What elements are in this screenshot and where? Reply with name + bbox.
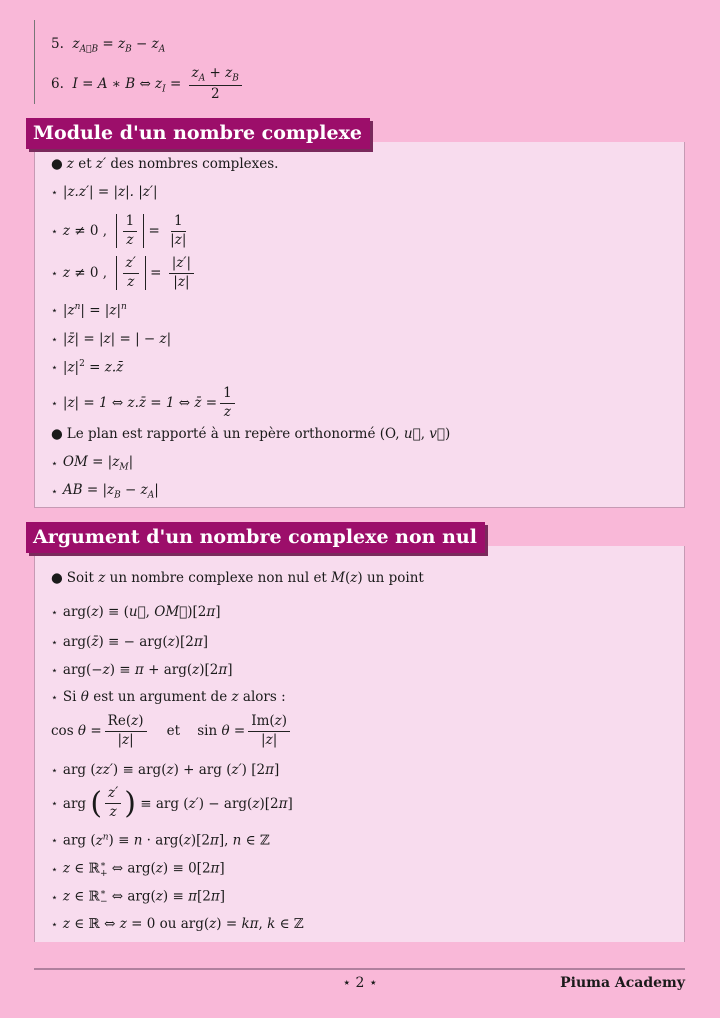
formula-om: ⋆ OM = $|z_M|$ xyxy=(51,454,134,473)
formula-item-6: 6. I = A ∗ B ⇔ $z_I$ = $\frac{z_A + z_B}{2}$ xyxy=(51,66,245,103)
page-number: ⋆ 2 ⋆ xyxy=(342,975,378,991)
section-panel-argument xyxy=(34,546,685,942)
formula-arg-positive-real: ⋆ z ∈ ℝ∗$_+$ ⇔ arg(z) ≡ 0[2π] xyxy=(51,860,225,880)
formula-arg-quotient: ⋆ arg ( $\frac{z'}{z}$ ) ≡ arg (z′) − arg(z)[2π] xyxy=(51,785,293,821)
formula-module-product: ⋆ |z.z′| = |z|. |z′| xyxy=(51,184,158,200)
formula-list-continued xyxy=(34,20,239,104)
footer-divider xyxy=(34,968,685,970)
formula-ab: ⋆ AB = $|z_B - z_A|$ xyxy=(51,482,159,501)
formula-arg-opposite: ⋆ arg(−z) ≡ π + arg(z)[2π] xyxy=(51,662,233,678)
formula-module-quotient: ⋆ z ≠ 0 , $\frac{z'}{z}$ = $\frac{|z'|}{|z|}$ xyxy=(51,256,197,290)
formula-module-square: ⋆ $|z|^2$ = z.z̄ xyxy=(51,359,124,376)
formula-module-conjugate: ⋆ |z̄| = |z| = | − z| xyxy=(51,331,172,347)
argument-theta-intro: ⋆ Si θ est un argument de z alors : xyxy=(51,689,286,705)
formula-arg-power: ⋆ arg $(z^n) \equiv n \cdot arg(z)[2\pi]$, n ∈ ℤ xyxy=(51,832,270,849)
module-intro: ● z et z′ des nombres complexes. xyxy=(51,156,279,172)
formula-arg-real: ⋆ z ∈ ℝ ⇔ z = 0 ou arg(z) = kπ, k ∈ ℤ xyxy=(51,916,304,932)
section-panel-module xyxy=(34,142,685,508)
item-number: 6. xyxy=(51,75,64,92)
formula-arg-conjugate: ⋆ arg(z̄) ≡ − arg(z)[2π] xyxy=(51,634,209,650)
formula-arg-negative-real: ⋆ z ∈ ℝ∗$_-$ ⇔ arg(z) ≡ π[2π] xyxy=(51,888,225,908)
formula-module-unit: ⋆ |z| = 1 ⇔ z.z̄ = 1 ⇔ z̄ = $\frac{1}{z}$ xyxy=(51,386,238,420)
formula-cos-sin: cos θ = $\frac{Re(z)}{|z|}$ et sin θ = $\frac{Im(z)}{|z|}$ xyxy=(51,714,293,748)
formula-item-5: 5. $z_{A⃗B} = z_B - z_A$ xyxy=(51,36,166,55)
argument-intro: ● Soit z un nombre complexe non nul et M(z) un point xyxy=(51,570,424,586)
formula-arg-product: ⋆ arg (zz′) ≡ arg(z) + arg (z′) [2π] xyxy=(51,762,280,778)
formula-module-inverse: ⋆ z ≠ 0 , $\frac{1}{z}$ = $\frac{1}{|z|}$ xyxy=(51,213,187,248)
plan-intro: ● Le plan est rapporté à un repère orthonormé (O, u⃗, v⃗) xyxy=(51,426,451,442)
section-title-argument: Argument d'un nombre complexe non nul xyxy=(26,522,485,553)
item-number: 5. xyxy=(51,36,64,52)
brand-name: Piuma Academy xyxy=(560,975,685,991)
formula-arg-angle: ⋆ arg(z) ≡ (u⃗, OM⃗)[2π] xyxy=(51,604,221,620)
section-title-module: Module d'un nombre complexe xyxy=(26,118,370,149)
formula-module-power: ⋆ $|z^n| = |z|^n$ xyxy=(51,302,127,319)
